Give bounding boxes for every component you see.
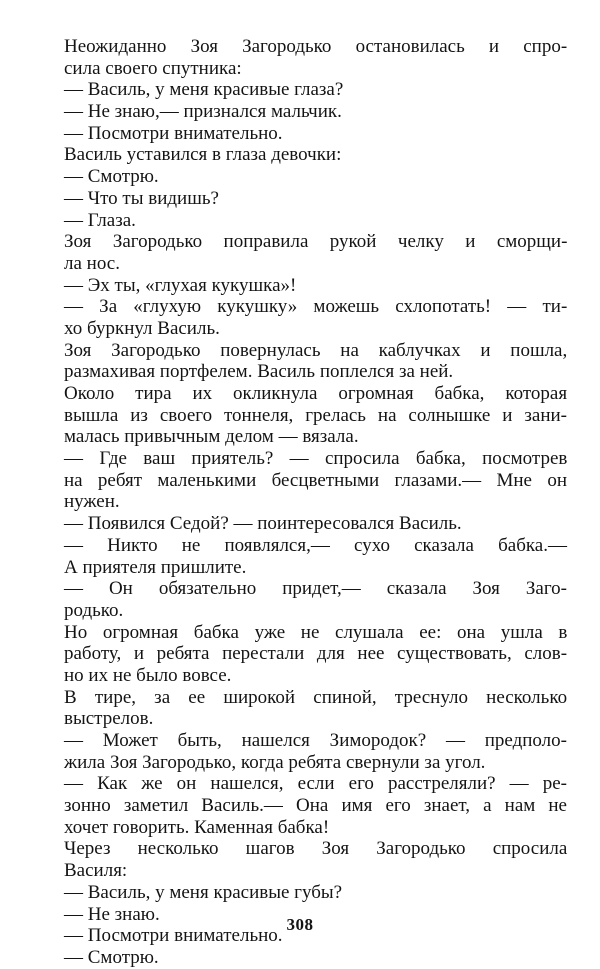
text-line: вышла из своего тоннеля, грелась на солнышке и зани- [64, 404, 567, 426]
text-line: — Не знаю. [64, 903, 160, 925]
text-line: выстрелов. [64, 708, 154, 730]
text-line: нужен. [64, 491, 120, 513]
text-line: — Василь, у меня красивые глаза? [64, 79, 344, 101]
text-line: жила Зоя Загородько, когда ребята свернули за угол. [64, 751, 486, 773]
text-line: — Эх ты, «глухая кукушка»! [64, 274, 297, 296]
text-line: Василя: [64, 860, 128, 882]
text-line: А приятеля пришлите. [64, 556, 247, 578]
text-line: размахивая портфелем. Василь поплелся за ней. [64, 361, 454, 383]
text-line: — Глаза. [64, 209, 136, 231]
page-number: 308 [286, 915, 314, 934]
text-line: — Как же он нашелся, если его расстреляли? — ре- [64, 773, 567, 795]
text-line: Зоя Загородько поправила рукой челку и сморщи- [64, 231, 568, 253]
text-line: — Появился Седой? — поинтересовался Василь. [64, 513, 462, 535]
text-line: зонно заметил Василь.— Она имя его знает, а нам не [64, 795, 567, 817]
text-line: ла нос. [64, 252, 120, 274]
text-line: Около тира их окликнула огромная бабка, которая [64, 383, 568, 404]
text-line: Василь уставился в глаза девочки: [64, 144, 342, 166]
text-line: хо буркнул Василь. [64, 317, 220, 339]
text-line: — Он обязательно придет,— сказала Зоя Заго- [64, 578, 567, 600]
text-line: — Не знаю,— признался мальчик. [64, 101, 342, 123]
text-line: малась привычным делом — вязала. [64, 426, 359, 448]
text-line: — Где ваш приятель? — спросила бабка, посмотрев [64, 448, 568, 470]
text-line: — Посмотри внимательно. [64, 122, 283, 144]
text-column [64, 36, 567, 969]
text-line: — Никто не появлялся,— сухо сказала бабка.— [64, 534, 567, 556]
text-line: Неожиданно Зоя Загородько остановилась и спро- [64, 36, 568, 57]
text-line: — Посмотри внимательно. [64, 925, 283, 947]
text-line: Зоя Загородько повернулась на каблучках и пошла, [64, 339, 568, 361]
text-line: — За «глухую кукушку» можешь схлопотать! — ти- [64, 296, 568, 318]
text-line: но их не было вовсе. [64, 664, 232, 686]
text-line: — Может быть, нашелся Зимородок? — предполо- [64, 730, 567, 751]
text-line: — Что ты видишь? [64, 187, 219, 209]
text-line: — Смотрю. [64, 166, 159, 188]
text-line: — Василь, у меня красивые губы? [64, 881, 343, 903]
text-line: работу, и ребята перестали для нее существовать, слов- [64, 643, 568, 665]
text-line: родько. [64, 599, 124, 621]
text-line: на ребят маленькими бесцветными глазами.— Мне он [64, 469, 567, 491]
text-line: Через несколько шагов Зоя Загородько спросила [64, 838, 568, 860]
text-line: — Смотрю. [64, 946, 159, 968]
text-line: хочет говорить. Каменная бабка! [64, 816, 330, 838]
text-line: В тире, за ее широкой спиной, треснуло несколько [64, 686, 568, 708]
text-line: сила своего спутника: [64, 57, 242, 79]
text-line: Но огромная бабка уже не слушала ее: она ушла в [64, 621, 568, 643]
